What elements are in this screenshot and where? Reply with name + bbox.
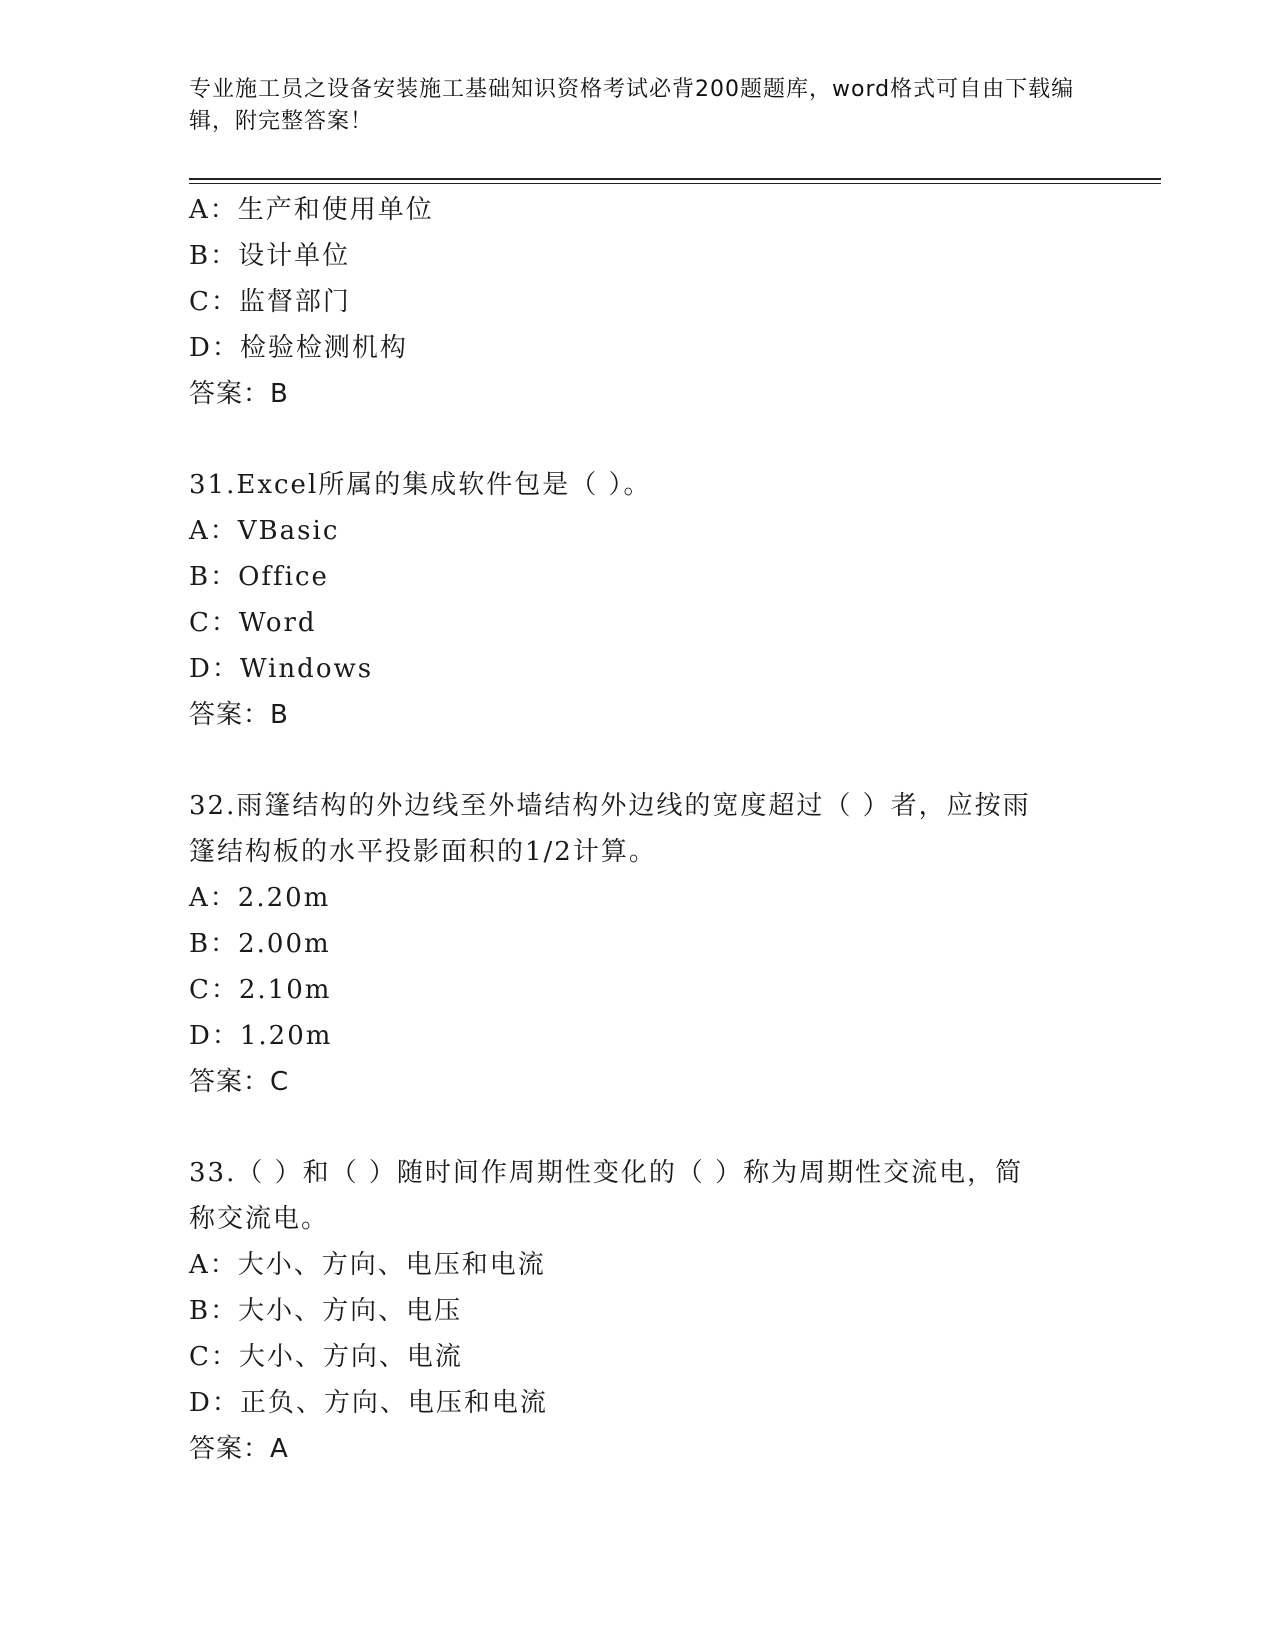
question-33	[189, 1150, 1089, 1472]
option-d: D：检验检测机构	[189, 333, 408, 363]
answer-line: 答案：A	[189, 1434, 289, 1464]
question-list	[189, 187, 1089, 1472]
question-stem-line-1: 32.雨篷结构的外边线至外墙结构外边线的宽度超过（ ）者，应按雨	[189, 791, 1031, 821]
option-a: A：大小、方向、电压和电流	[189, 1250, 546, 1280]
question-stem: 31.Excel所属的集成软件包是（ ）。	[189, 470, 652, 500]
option-c: C：监督部门	[189, 287, 351, 317]
option-a: A：VBasic	[189, 516, 340, 546]
option-a: A：生产和使用单位	[189, 195, 434, 225]
question-stem-line-2: 称交流电。	[189, 1204, 330, 1234]
option-d: D：1.20m	[189, 1021, 333, 1051]
option-a: A：2.20m	[189, 883, 331, 913]
header-divider-thin	[189, 183, 1161, 184]
option-b: B：设计单位	[189, 241, 351, 271]
answer-line: 答案：C	[189, 1067, 290, 1097]
spacer	[189, 1105, 1089, 1150]
option-d: D：Windows	[189, 654, 374, 684]
document-header: 专业施工员之设备安装施工基础知识资格考试必背200题题库，word格式可自由下载编辑，附完整答案！	[189, 77, 1075, 134]
question-32	[189, 783, 1089, 1105]
option-b: B：大小、方向、电压	[189, 1296, 463, 1326]
spacer	[189, 738, 1089, 783]
header-divider-thick	[189, 178, 1161, 180]
option-c: C：Word	[189, 608, 317, 638]
option-b: B：2.00m	[189, 929, 331, 959]
option-d: D：正负、方向、电压和电流	[189, 1388, 548, 1418]
answer-line: 答案：B	[189, 379, 289, 409]
question-31	[189, 462, 1089, 738]
answer-line: 答案：B	[189, 700, 289, 730]
question-30	[189, 187, 1089, 417]
question-stem-line-2: 篷结构板的水平投影面积的1/2计算。	[189, 837, 657, 867]
spacer	[189, 417, 1089, 462]
option-b: B：Office	[189, 562, 329, 592]
option-c: C：大小、方向、电流	[189, 1342, 463, 1372]
question-stem-line-1: 33.（ ）和（ ）随时间作周期性变化的（ ）称为周期性交流电，简	[189, 1158, 1024, 1188]
option-c: C：2.10m	[189, 975, 332, 1005]
